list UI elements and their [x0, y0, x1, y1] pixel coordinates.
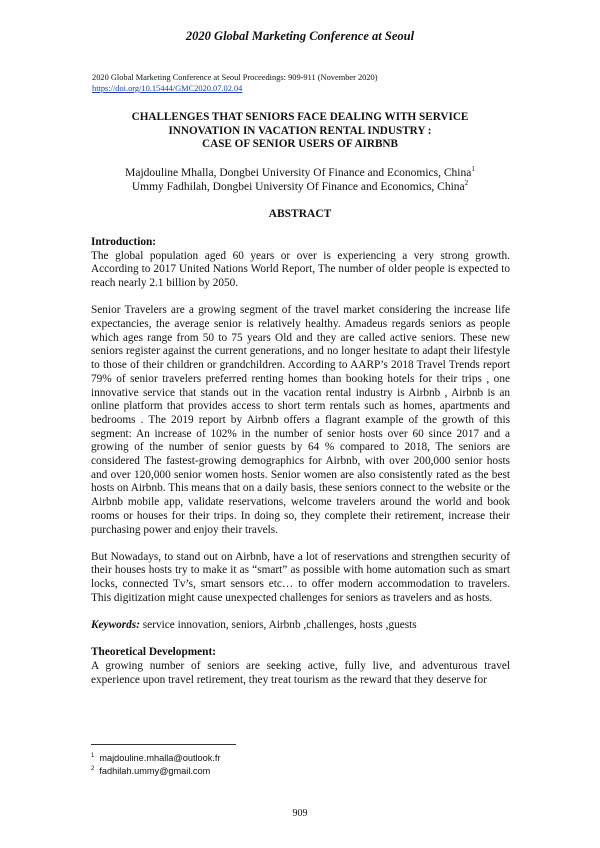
author-2-footnote-mark: 2 [464, 179, 469, 188]
keywords-line [91, 619, 510, 633]
keywords-label: Keywords: [91, 619, 140, 632]
author-2 [0, 180, 600, 194]
theory-heading: Theoretical Development: [91, 646, 216, 659]
title-line-3: CASE OF SENIOR USERS OF AIRBNB [202, 138, 398, 150]
intro-paragraph-3: But Nowadays, to stand out on Airbnb, have a lot of reservations and strengthen security of their houses hosts try to make it as “smart” as possible with home automation such as smart locks, connected Tv’s, smart sensors etc… to offer modern accommodation to travelers. This digitization might cause unexpected challenges for seniors as travelers and as hosts. [91, 550, 510, 604]
author-1-text: Majdouline Mhalla, Dongbei University Of Finance and Economics, China [125, 167, 472, 179]
title-line-2: INNOVATION IN VACATION RENTAL INDUSTRY : [168, 124, 432, 137]
abstract-heading: ABSTRACT [268, 208, 332, 220]
footnote-1 [91, 752, 221, 765]
paper-title [0, 111, 600, 152]
intro-paragraph-2: Senior Travelers are a growing segment of the travel market considering the increase life expectancies, the average senior is relatively healthy. Amadeus regards seniors as people which ages range from 50 to 75 years Old and they are called active seniors. These new seniors register against the current generations, and no longer hesitate to adapt their lifestyle to those of their children or grandchildren. According to AARP’s 2018 Travel Trends report 79% of senior travelers preferred renting homes than booking hotels for their trips , one innovative service that stands out in the vacation rental industry is Airbnb , Airbnb is an online platform that provides access to short term rentals such as homes, apartments and bedrooms . The 2019 report by Airbnb offers a flagrant example of the growth of this segment: An increase of 102% in the number of senior hosts over 60 since 2017 and a growing of the number of senior guests by 64 % compared to 2018, The seniors are considered The fastest-growing demographics for Airbnb, with over 200,000 senior hosts and over 120,000 senior women hosts. Senior women are also consistently rated as the best hosts on Airbnb. This means that on a daily basis, these seniors connect to the website or the Airbnb mobile app, validate reservations, welcome travelers around the world and book rooms or houses for their trips. In doing so, they complete their retirement, increase their purchasing power and enjoy their travels. [91, 304, 510, 536]
theory-paragraph-1: A growing number of seniors are seeking active, fully live, and adventurous travel experience upon travel retirement, they treat tourism as the reward that they deserve for [91, 659, 510, 686]
running-header: 2020 Global Marketing Conference at Seoul [185, 29, 415, 43]
footnote-2-mark: 2 [91, 765, 95, 772]
abstract-body [91, 236, 510, 687]
introduction-heading: Introduction: [91, 236, 157, 248]
footnote-1-mark: 1 [91, 752, 95, 759]
proceedings-citation: 2020 Global Marketing Conference at Seoul Proceedings: 909-911 (November 2020) [92, 73, 378, 82]
author-2-text: Ummy Fadhilah, Dongbei University Of Finance and Economics, China [131, 181, 465, 193]
doi-link[interactable]: https://doi.org/10.15444/GMC2020.07.02.04 [92, 84, 243, 93]
author-1-footnote-mark: 1 [471, 165, 475, 174]
author-list [0, 166, 600, 194]
footnote-2-email: fadhilah.ummy@gmail.com [99, 766, 211, 776]
page-number: 909 [292, 808, 308, 819]
intro-paragraph-1: The global population aged 60 years or over is experiencing a very strong growth. According to 2017 United Nations World Report, The number of older people is expected to reach nearly 2.1 billion by 2050. [91, 249, 510, 290]
title-line-1: CHALLENGES THAT SENIORS FACE DEALING WITH SERVICE [131, 111, 469, 123]
proceedings-info [92, 72, 378, 94]
footnote-1-email: majdouline.mhalla@outlook.fr [99, 753, 221, 763]
footnotes [91, 752, 221, 778]
footnote-divider [91, 744, 236, 745]
footnote-2 [91, 765, 221, 778]
author-1 [0, 166, 600, 180]
keywords-text: service innovation, seniors, Airbnb ,challenges, hosts ,guests [139, 619, 417, 632]
